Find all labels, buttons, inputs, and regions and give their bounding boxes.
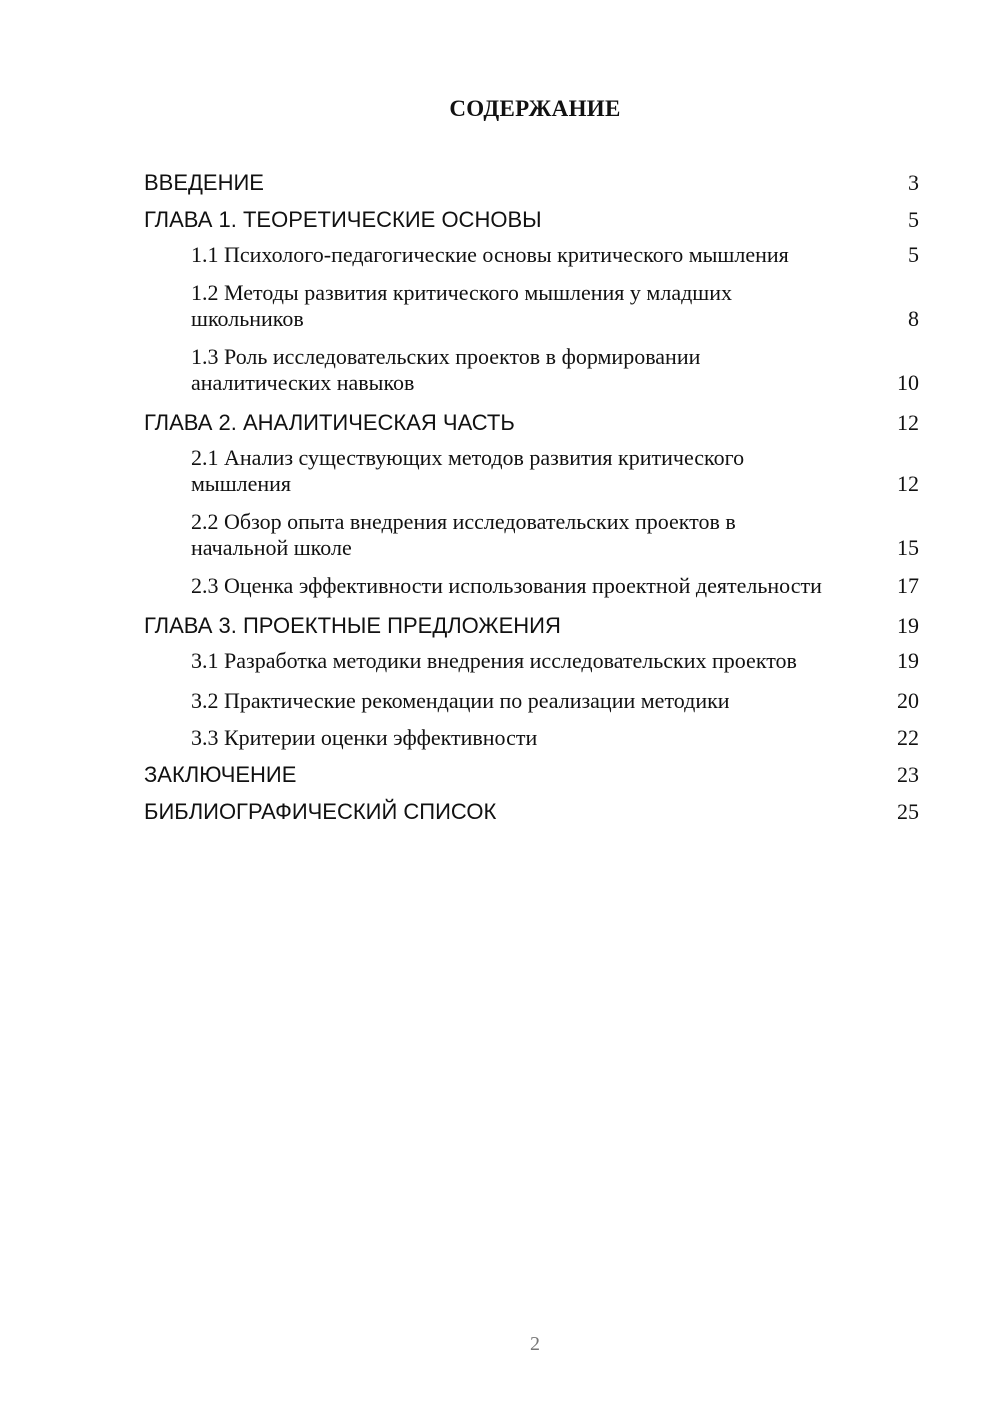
toc-entry-label: 3.2 Практические рекомендации по реализации методики [191,688,730,713]
toc-entry-label: 2.3 Оценка эффективности использования проектной деятельности [191,573,822,598]
toc-entry-section-2-2 [144,509,919,561]
toc-entry-section-3-3 [144,723,919,753]
toc-entry-chapter-2 [144,408,919,438]
toc-entry-label: ЗАКЛЮЧЕНИЕ [144,762,297,787]
toc-entry-section-1-3 [144,344,919,396]
toc-entry-page: 17 [897,573,919,598]
toc-entry-bibliography [144,797,919,827]
toc-entry-label: 1.2 Методы развития критического мышления у младших школьников [191,280,732,331]
toc-entry-page: 10 [897,370,919,395]
toc-entry-chapter-3 [144,611,919,641]
toc-entry-page: 19 [897,613,919,638]
toc-entry-label: ГЛАВА 3. ПРОЕКТНЫЕ ПРЕДЛОЖЕНИЯ [144,613,561,638]
toc-entry-section-3-2 [144,686,919,716]
toc-entry-page: 12 [897,471,919,496]
toc-entry-page: 15 [897,535,919,560]
toc-entry-page: 5 [908,242,919,267]
toc-entry-section-1-1 [144,242,919,268]
toc-entry-section-2-3 [144,573,919,599]
toc-entry-page: 5 [908,207,919,232]
toc-entry-label: 3.3 Критерии оценки эффективности [191,725,538,750]
toc-entry-label: 2.1 Анализ существующих методов развития критического мышления [191,445,745,496]
toc-entry-page: 25 [897,799,919,824]
toc-entry-label: БИБЛИОГРАФИЧЕСКИЙ СПИСОК [144,799,497,824]
toc-entry-chapter-1 [144,205,919,235]
toc-entry-label: ГЛАВА 2. АНАЛИТИЧЕСКАЯ ЧАСТЬ [144,410,515,435]
toc-entry-page: 12 [897,410,919,435]
toc-entry-conclusion [144,760,919,790]
toc-entry-label: 3.1 Разработка методики внедрения исследовательских проектов [191,648,797,673]
toc-entry-page: 3 [908,170,919,195]
toc-entry-page: 19 [897,648,919,673]
table-of-contents [144,168,919,834]
toc-entry-page: 8 [908,306,919,331]
toc-entry-label: ВВЕДЕНИЕ [144,170,264,195]
toc-entry-page: 23 [897,762,919,787]
toc-entry-label: ГЛАВА 1. ТЕОРЕТИЧЕСКИЕ ОСНОВЫ [144,207,542,232]
toc-entry-page: 20 [897,688,919,713]
toc-entry-label: 2.2 Обзор опыта внедрения исследовательских проектов в начальной школе [191,509,736,560]
toc-entry-section-2-1 [144,445,919,497]
page-number: 2 [530,1333,540,1355]
page-title: СОДЕРЖАНИЕ [449,96,621,121]
toc-entry-section-3-1 [144,648,919,674]
toc-entry-introduction [144,168,919,198]
toc-entry-label: 1.3 Роль исследовательских проектов в формировании аналитических навыков [191,344,701,395]
toc-entry-page: 22 [897,725,919,750]
toc-entry-section-1-2 [144,280,919,332]
toc-entry-label: 1.1 Психолого-педагогические основы критического мышления [191,242,789,267]
